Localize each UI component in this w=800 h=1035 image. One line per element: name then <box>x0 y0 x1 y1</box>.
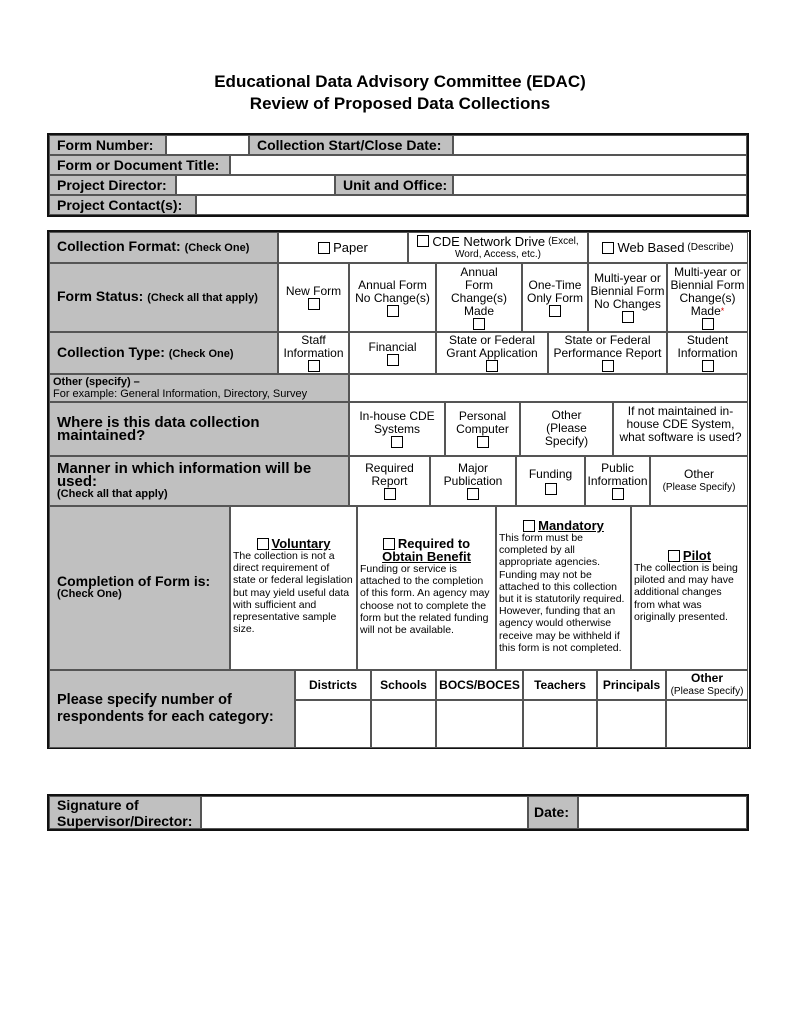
respondents-header-other <box>666 670 748 700</box>
type-staff[interactable] <box>278 332 349 374</box>
completion-mandatory[interactable] <box>496 506 631 670</box>
checkbox[interactable] <box>308 360 320 372</box>
checkbox[interactable] <box>318 242 330 254</box>
unit-office-label: Unit and Office: <box>335 175 453 195</box>
type-grant[interactable] <box>436 332 548 374</box>
other-specify-field[interactable] <box>349 374 748 402</box>
option-description: The collection is not a direct requirement of state or federal legislation but may yield useful data with sufficient and representative sample size. <box>233 550 353 636</box>
option-label: Personal Computer <box>456 409 509 436</box>
hint-text: (Check One) <box>184 242 250 254</box>
date-label: Date: <box>528 796 578 829</box>
manner-major-publication[interactable] <box>430 456 516 506</box>
respondents-header-schools: Schools <box>371 670 436 700</box>
example-text: For example: General Information, Directory, Survey <box>53 388 308 400</box>
checkbox[interactable] <box>612 488 624 500</box>
project-contacts-field[interactable] <box>196 195 747 215</box>
signature-label: Signature of Supervisor/Director: <box>49 796 201 829</box>
checkbox[interactable] <box>523 520 535 532</box>
completion-voluntary[interactable] <box>230 506 357 670</box>
option-title: Pilot <box>682 548 712 563</box>
checkbox[interactable] <box>486 360 498 372</box>
option-label: State or Federal Performance Report <box>553 333 662 360</box>
collection-type-label <box>49 332 278 374</box>
checkbox[interactable] <box>473 318 485 330</box>
checkbox[interactable] <box>545 483 557 495</box>
asterisk: * <box>720 305 725 316</box>
option-label: Major Publication <box>443 461 503 488</box>
option-label: New Form <box>285 284 342 298</box>
checkbox[interactable] <box>467 488 479 500</box>
completion-label <box>49 506 230 670</box>
maintained-pc[interactable] <box>445 402 520 456</box>
hint-text: Word, Access, etc.) <box>455 248 541 260</box>
option-label: If not maintained in-house CDE System, what software is used? <box>619 404 742 444</box>
status-one-time[interactable] <box>522 263 588 332</box>
collection-dates-field[interactable] <box>453 135 747 155</box>
other-specify-label <box>49 374 349 402</box>
hint-text: (Check One) <box>168 347 234 360</box>
checkbox[interactable] <box>383 538 395 550</box>
option-label: Multi-year or Biennial Form No Changes <box>590 271 665 311</box>
signature-field[interactable] <box>201 796 528 829</box>
option-title: Obtain Benefit <box>382 549 471 564</box>
form-number-label: Form Number: <box>49 135 166 155</box>
checkbox[interactable] <box>602 242 614 254</box>
option-label: Required Report <box>365 461 414 488</box>
respondents-teachers-field[interactable] <box>523 700 597 748</box>
completion-pilot[interactable] <box>631 506 748 670</box>
collection-format-label <box>49 232 278 263</box>
project-director-field[interactable] <box>176 175 335 195</box>
respondents-header-boces: BOCS/BOCES <box>436 670 523 700</box>
option-label: Funding <box>528 466 573 481</box>
manner-required-report[interactable] <box>349 456 430 506</box>
maintained-label: Where is this data collection maintained? <box>49 402 349 456</box>
option-label: Annual Form Change(s) Made <box>450 264 508 318</box>
label-text: Collection Format: <box>57 238 181 254</box>
manner-public-info[interactable] <box>585 456 650 506</box>
option-label: Annual Form No Change(s) <box>355 277 430 305</box>
option-label: Public Information <box>587 461 648 488</box>
option-description: Funding or service is attached to the completion of this form. An agency may choose not to complete the form but the related funding will not be available. <box>360 563 490 637</box>
option-label: Student Information <box>677 333 738 360</box>
date-field[interactable] <box>578 796 747 829</box>
respondents-header-teachers: Teachers <box>523 670 597 700</box>
checkbox[interactable] <box>549 305 561 317</box>
form-number-field[interactable] <box>166 135 249 155</box>
checkbox[interactable] <box>387 305 399 317</box>
option-label: Other <box>683 467 714 481</box>
maintained-software[interactable] <box>613 402 748 456</box>
status-annual-no-change[interactable] <box>349 263 436 332</box>
respondents-districts-field[interactable] <box>295 700 371 748</box>
maintained-other[interactable] <box>520 402 613 456</box>
option-label: Financial <box>368 339 417 354</box>
hint-text: (Check all that apply) <box>57 487 168 500</box>
checkbox[interactable] <box>387 354 399 366</box>
manner-other[interactable] <box>650 456 748 506</box>
checkbox[interactable] <box>702 318 714 330</box>
hint-text: (Describe) <box>687 242 734 253</box>
checkbox[interactable] <box>384 488 396 500</box>
manner-funding[interactable] <box>516 456 585 506</box>
option-title: Voluntary <box>271 536 331 551</box>
label-text: Manner in which information will be used: <box>57 459 312 490</box>
respondents-label: Please specify number of respondents for each category: <box>49 670 295 748</box>
option-label: Paper <box>333 240 368 255</box>
checkbox[interactable] <box>668 550 680 562</box>
maintained-inhouse[interactable] <box>349 402 445 456</box>
respondents-header-districts: Districts <box>295 670 371 700</box>
respondents-other-field[interactable] <box>666 700 748 748</box>
hint-text: (Check all that apply) <box>147 292 258 304</box>
option-label: Other (Please Specify) <box>544 408 589 448</box>
respondents-header-principals: Principals <box>597 670 666 700</box>
type-student[interactable] <box>667 332 748 374</box>
header-text: Other <box>690 671 723 685</box>
manner-label <box>49 456 349 506</box>
checkbox[interactable] <box>602 360 614 372</box>
doc-title-label: Form or Document Title: <box>49 155 230 175</box>
hint-text: (Check One) <box>57 588 122 600</box>
checkbox[interactable] <box>308 298 320 310</box>
option-label: In-house CDE Systems <box>359 409 435 436</box>
option-description: This form must be completed by all appropriate agencies. Funding may not be attached to this collection but it is statutorily required. However, funding that an agency would otherwise receive may be withheld if this form is not completed. <box>499 532 625 654</box>
respondents-schools-field[interactable] <box>371 700 436 748</box>
option-title: Mandatory <box>538 518 604 533</box>
option-description: The collection is being piloted and may have additional changes from what was originally presented. <box>634 562 738 623</box>
completion-required[interactable] <box>357 506 496 670</box>
option-label: Web Based <box>617 240 685 255</box>
checkbox[interactable] <box>257 538 269 550</box>
checkbox[interactable] <box>417 235 429 247</box>
format-paper-option[interactable] <box>278 232 408 263</box>
project-contacts-label: Project Contact(s): <box>49 195 196 215</box>
form-status-label <box>49 263 278 332</box>
label-text: Completion of Form is: <box>57 573 211 589</box>
label-text: Collection Type: <box>57 343 165 360</box>
type-performance[interactable] <box>548 332 667 374</box>
hint-text: (Please Specify) <box>662 482 736 493</box>
status-multiyear-no-change[interactable] <box>588 263 667 332</box>
option-label: One-Time Only Form <box>526 277 583 305</box>
collection-dates-label: Collection Start/Close Date: <box>249 135 453 155</box>
type-financial[interactable] <box>349 332 436 374</box>
project-director-label: Project Director: <box>49 175 176 195</box>
respondents-principals-field[interactable] <box>597 700 666 748</box>
status-new-form[interactable] <box>278 263 349 332</box>
hint-text: (Please Specify) <box>670 686 744 697</box>
label-text: Form Status: <box>57 288 144 304</box>
format-web-option[interactable] <box>588 232 748 263</box>
form-subtitle: Review of Proposed Data Collections <box>249 94 551 113</box>
checkbox[interactable] <box>622 311 634 323</box>
option-label: Staff Information <box>283 333 344 360</box>
checkbox[interactable] <box>391 436 403 448</box>
unit-office-field[interactable] <box>453 175 747 195</box>
status-multiyear-changes[interactable] <box>667 263 748 332</box>
option-label <box>668 266 747 318</box>
option-text: Multi-year or Biennial Form Change(s) Made <box>670 264 745 318</box>
option-title: Required to <box>397 536 471 551</box>
doc-title-field[interactable] <box>230 155 747 175</box>
checkbox[interactable] <box>702 360 714 372</box>
format-cde-option[interactable] <box>408 232 588 263</box>
option-label: CDE Network Drive <box>432 233 546 249</box>
hint-text: (Excel, <box>548 235 579 247</box>
form-title: Educational Data Advisory Committee (EDAC) <box>214 72 586 91</box>
respondents-boces-field[interactable] <box>436 700 523 748</box>
option-label: State or Federal Grant Application <box>446 333 538 360</box>
label-text: Other (specify) – <box>53 376 140 388</box>
status-annual-changes[interactable] <box>436 263 522 332</box>
checkbox[interactable] <box>477 436 489 448</box>
